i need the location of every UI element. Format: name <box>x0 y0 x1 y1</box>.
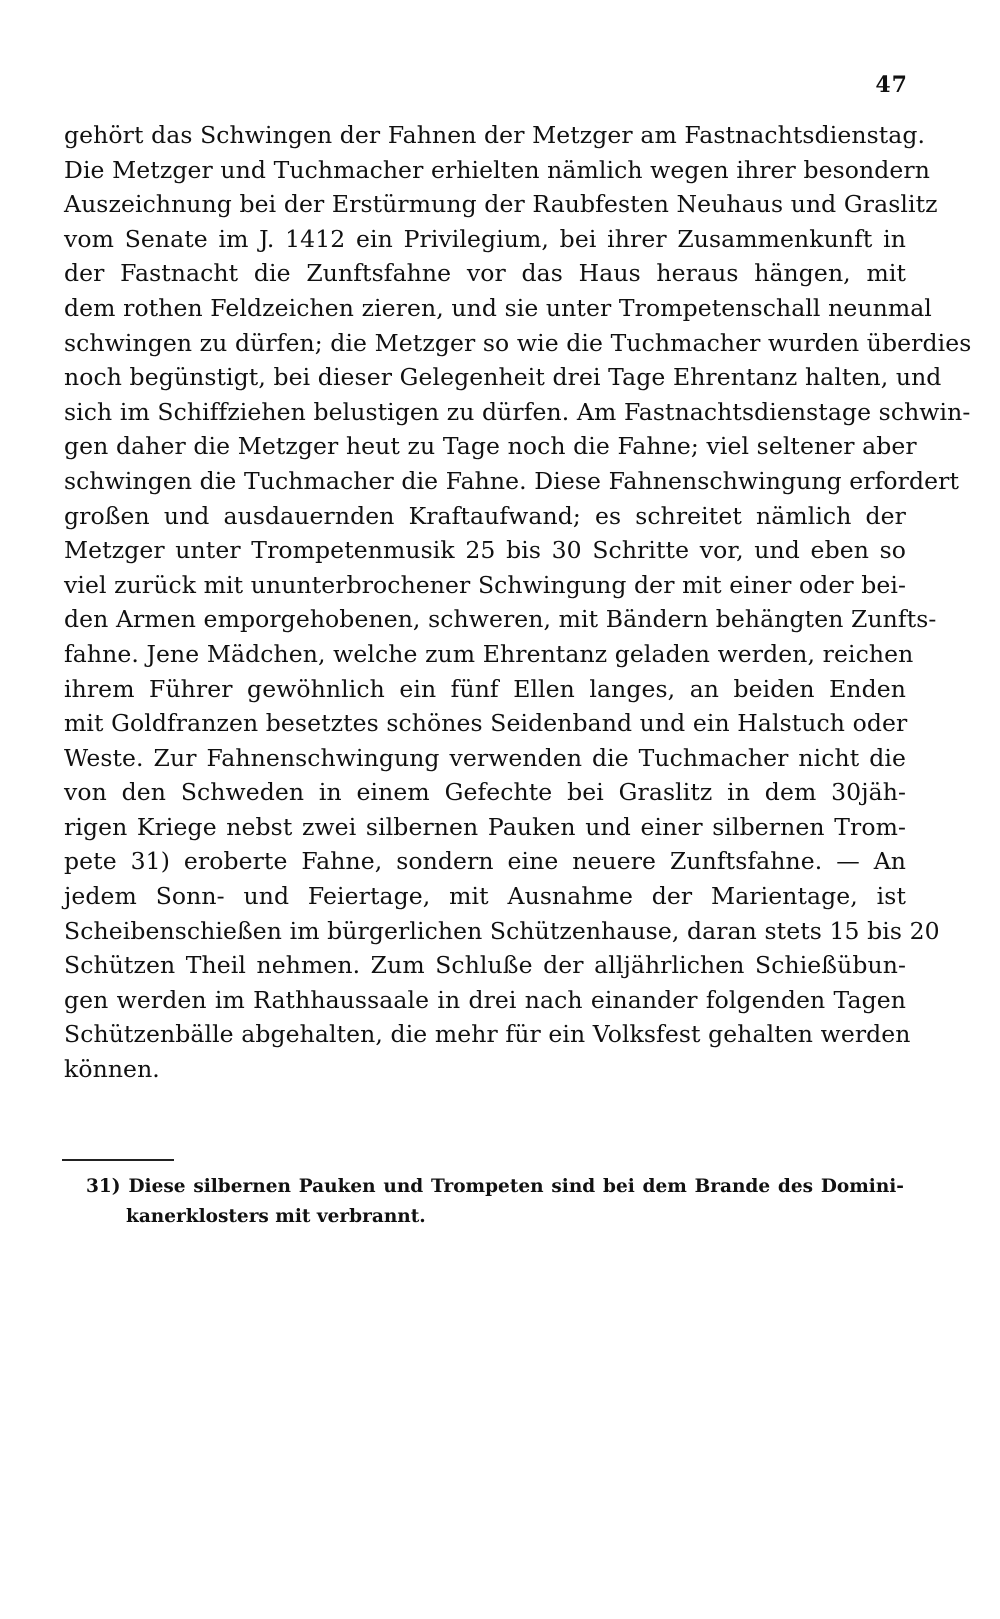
text-line: fahne. Jene Mädchen, welche zum Ehrentanz geladen werden, reichen <box>64 639 914 668</box>
text-line: Weste. Zur Fahnenschwingung verwenden die Tuchmacher nicht die <box>64 743 906 772</box>
text-line: Scheibenschießen im bürgerlichen Schützenhause, daran stets 15 bis 20 <box>64 916 940 945</box>
footnote-text: Diese silbernen Pauken und Trompeten sind bei dem Brande des Domini- <box>128 1176 904 1197</box>
text-line: können. <box>64 1055 160 1084</box>
text-line: noch begünstigt, bei dieser Gelegenheit drei Tage Ehrentanz halten, und <box>64 363 942 392</box>
text-line: den Armen emporgehobenen, schweren, mit Bändern behängten Zunfts- <box>64 605 937 634</box>
text-line: mit Goldfranzen besetztes schönes Seidenband und ein Halstuch oder <box>64 709 908 738</box>
text-line: schwingen die Tuchmacher die Fahne. Diese Fahnenschwingung erfordert <box>64 466 960 495</box>
footnote-divider <box>62 1159 174 1161</box>
body-text <box>64 118 972 1087</box>
text-line: sich im Schiffziehen belustigen zu dürfen. Am Fastnachtsdienstage schwin- <box>64 397 971 426</box>
text-line: pete 31) eroberte Fahne, sondern eine neuere Zunftsfahne. — An <box>64 847 906 876</box>
footnote-marker: 31) <box>86 1176 121 1197</box>
text-line: ihrem Führer gewöhnlich ein fünf Ellen langes, an beiden Enden <box>64 674 906 703</box>
text-line: der Fastnacht die Zunftsfahne vor das Haus heraus hängen, mit <box>64 259 906 288</box>
text-line: schwingen zu dürfen; die Metzger so wie die Tuchmacher wurden überdies <box>64 328 972 357</box>
text-line: dem rothen Feldzeichen zieren, und sie unter Trompetenschall neunmal <box>64 293 932 322</box>
text-line: gehört das Schwingen der Fahnen der Metzger am Fastnachtsdienstag. <box>64 121 926 149</box>
text-line: gen daher die Metzger heut zu Tage noch die Fahne; viel seltener aber <box>64 432 917 461</box>
text-line: viel zurück mit ununterbrochener Schwingung der mit einer oder bei- <box>64 570 907 599</box>
text-line: Auszeichnung bei der Erstürmung der Raubfesten Neuhaus und Graslitz <box>64 190 938 219</box>
text-line: jedem Sonn- und Feiertage, mit Ausnahme der Marientage, ist <box>64 882 906 911</box>
text-line: gen werden im Rathhaussaale in drei nach einander folgenden Tagen <box>64 985 906 1014</box>
text-line: Metzger unter Trompetenmusik 25 bis 30 Schritte vor, und eben so <box>64 536 906 565</box>
footnote-line: kanerklosters mit verbrannt. <box>126 1206 426 1227</box>
text-line: Schützen Theil nehmen. Zum Schluße der alljährlichen Schießübun- <box>64 951 906 980</box>
text-line: rigen Kriege nebst zwei silbernen Pauken und einer silbernen Trom- <box>64 812 906 841</box>
footnote <box>86 1172 904 1232</box>
text-line: Schützenbälle abgehalten, die mehr für ein Volksfest gehalten werden <box>64 1020 911 1049</box>
page-number: 47 <box>875 72 908 98</box>
text-line: großen und ausdauernden Kraftaufwand; es schreitet nämlich der <box>64 501 906 530</box>
footnote-line <box>86 1172 904 1202</box>
text-line: vom Senate im J. 1412 ein Privilegium, bei ihrer Zusammenkunft in <box>64 224 906 253</box>
text-line: von den Schweden in einem Gefechte bei Graslitz in dem 30jäh- <box>64 778 906 807</box>
text-line: Die Metzger und Tuchmacher erhielten nämlich wegen ihrer besondern <box>64 155 930 184</box>
